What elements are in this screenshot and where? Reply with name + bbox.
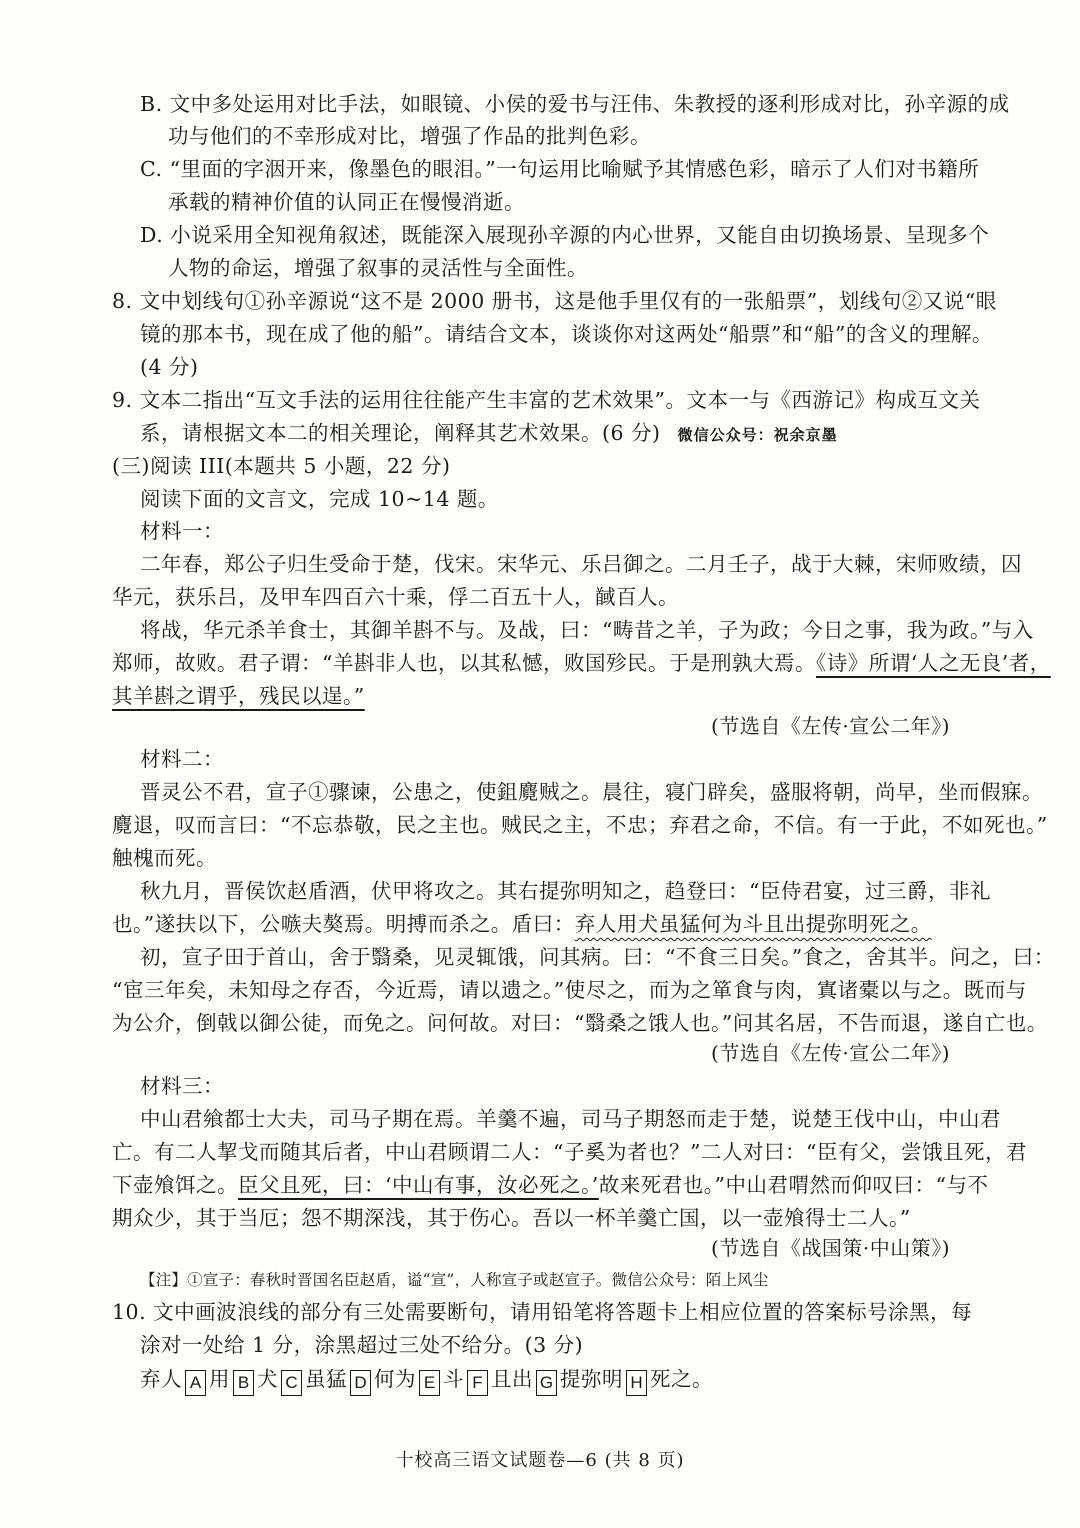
q10-seg: 斗 — [443, 1367, 464, 1391]
q10-seg: 弃人 — [140, 1367, 182, 1391]
q7-option-c-line1: C. “里面的字洇开来，像墨色的眼泪。”一句运用比喻赋予其情感色彩，暗示了人们对书籍所 — [140, 157, 980, 181]
answer-label-box[interactable]: C — [281, 1370, 302, 1396]
answer-label-box[interactable]: D — [350, 1370, 371, 1396]
section-instruction: 阅读下面的文言文，完成 10~14 题。 — [140, 487, 499, 511]
answer-label-box[interactable]: E — [419, 1370, 440, 1396]
section-title: (三)阅读 III(本题共 5 小题，22 分) — [112, 454, 451, 478]
material-3-source: (节选自《战国策·中山策》) — [711, 1236, 950, 1260]
q10-line2: 涂对一处给 1 分，涂黑超过三处不给分。(3 分) — [140, 1333, 584, 1357]
m1-underlined-sentence-a: 《诗》所谓‘人之无良’者， — [815, 651, 1051, 675]
q9-line2-text: 系，请根据文本二的相关理论，阐释其艺术效果。(6 分) — [140, 421, 661, 445]
m2-p2-line2-text: 也。”遂扶以下，公嗾夫獒焉。明搏而杀之。盾曰： — [112, 912, 575, 936]
m1-p1-line1: 二年春，郑公子归生受命于楚，伐宋。宋华元、乐吕御之。二月壬子，战于大棘，宋师败绩，囚 — [140, 552, 1022, 576]
q10-seg: 死之。 — [650, 1367, 713, 1391]
wavy-underlined-sentence: 弃人用犬虽猛何为斗且出提弥明死之。 — [574, 912, 932, 936]
m3-line2: 亡。有二人挈戈而随其后者，中山君顾谓二人：“子奚为者也？”二人对曰：“臣有父，尝饿且死，君 — [112, 1140, 1027, 1164]
m2-p3-line2: “宦三年矣，未知母之存否，今近焉，请以遗之。”使尽之，而为之箪食与肉，寘诸橐以与之。既而与 — [112, 978, 1027, 1002]
material-1-source: (节选自《左传·宣公二年》) — [711, 714, 950, 738]
q10-seg: 虽猛 — [305, 1367, 347, 1391]
material-3-title: 材料三： — [140, 1074, 224, 1098]
m3-line3 — [112, 1170, 989, 1200]
material-1-title: 材料一： — [140, 519, 224, 543]
m1-p2-line1: 将战，华元杀羊食士，其御羊斟不与。及战，曰：“畴昔之羊，子为政；今日之事，我为政。”与入 — [140, 618, 1034, 642]
answer-label-box[interactable]: H — [626, 1370, 647, 1396]
m2-p3-line3: 为公介，倒戟以御公徒，而免之。问何故。对曰：“翳桑之饿人也。”问其名居，不告而退，遂自亡也。 — [112, 1011, 1048, 1035]
m2-p1-line3: 触槐而死。 — [112, 846, 217, 870]
q7-option-b-line1: B. 文中多处运用对比手法，如眼镜、小侯的爱书与汪伟、朱教授的逐利形成对比，孙辛源的成 — [140, 92, 1010, 116]
q7-option-c-line2: 承载的精神价值的认同正在慢慢消逝。 — [168, 190, 525, 214]
answer-label-box[interactable]: B — [233, 1370, 254, 1396]
footnote: 【注】①宣子：春秋时晋国名臣赵盾，谥“宣”，人称宣子或赵宣子。微信公众号：陌上风尘 — [140, 1271, 769, 1289]
watermark-text: 微信公众号：祝余京墨 — [677, 426, 838, 444]
m2-p1-line2: 麑退，叹而言曰：“不忘恭敬，民之主也。贼民之主，不忠；弃君之命，不信。有一于此，不如死也。” — [112, 813, 1048, 837]
m3-line3-text-a: 下壶飧饵之。 — [112, 1173, 238, 1197]
m2-p2-line2 — [112, 909, 932, 939]
m3-line1: 中山君飨都士大夫，司马子期在焉。羊羹不遍，司马子期怒而走于楚，说楚王伐中山，中山君 — [140, 1107, 1001, 1131]
q10-seg: 且出 — [491, 1367, 533, 1391]
m2-p2-line1: 秋九月，晋侯饮赵盾酒，伏甲将攻之。其右提弥明知之，趋登曰：“臣侍君宴，过三爵，非礼 — [140, 879, 991, 903]
answer-label-box[interactable]: F — [467, 1370, 488, 1396]
m1-p1-line2: 华元，获乐吕，及甲车四百六十乘，俘二百五十人，馘百人。 — [112, 585, 679, 609]
answer-label-box[interactable]: G — [536, 1370, 557, 1396]
q10-line1: 10. 文中画波浪线的部分有三处需要断句，请用铅笔将答题卡上相应位置的答案标号涂黑，每 — [112, 1300, 973, 1324]
m2-p1-line1: 晋灵公不君，宣子①骤谏，公患之，使鉏麑贼之。晨往，寝门辟矣，盛服将朝，尚早，坐而假寐。 — [140, 780, 1043, 804]
q8-line3: (4 分) — [140, 355, 199, 379]
q8-line2: 镜的那本书，现在成了他的船”。请结合文本，谈谈你对这两处“船票”和“船”的含义的理解。 — [140, 322, 993, 346]
material-2-source: (节选自《左传·宣公二年》) — [711, 1041, 950, 1065]
page-footer: 十校高三语文试题卷—6 (共 8 页) — [395, 1450, 685, 1471]
q10-seg: 用 — [209, 1367, 230, 1391]
q7-option-d-line1: D. 小说采用全知视角叙述，既能深入展现孙辛源的内心世界，又能自由切换场景、呈现多个 — [140, 223, 990, 247]
m1-p2-line2-text: 郑师，故败。君子谓：“羊斟非人也，以其私憾，败国殄民。于是刑孰大焉。 — [112, 651, 816, 675]
q8-line1: 8. 文中划线句①孙辛源说“这不是 2000 册书，这是他手里仅有的一张船票”，划线句②又说“眼 — [112, 289, 997, 313]
q10-answer-sentence — [140, 1364, 713, 1396]
q10-seg: 何为 — [374, 1367, 416, 1391]
q9-line2 — [140, 418, 838, 450]
m3-line4: 期众少，其于当厄；怨不期深浅，其于伤心。吾以一杯羊羹亡国，以一壶飧得士二人。” — [112, 1206, 911, 1230]
q10-seg: 提弥明 — [560, 1367, 623, 1391]
answer-label-box[interactable]: A — [185, 1370, 206, 1396]
m1-p2-line2 — [112, 648, 1051, 678]
q7-option-d-line2: 人物的命运，增强了叙事的灵活性与全面性。 — [168, 256, 588, 280]
m3-line3-text-c: 故来死君也。”中山君喟然而仰叹曰：“与不 — [598, 1173, 989, 1197]
q7-option-b-line2: 功与他们的不幸形成对比，增强了作品的批判色彩。 — [168, 124, 651, 148]
q9-line1: 9. 文本二指出“互文手法的运用往往能产生丰富的艺术效果”。文本一与《西游记》构成互文关 — [112, 388, 981, 412]
q10-seg: 犬 — [257, 1367, 278, 1391]
material-2-title: 材料二： — [140, 747, 224, 771]
m2-p3-line1: 初，宣子田于首山，舍于翳桑，见灵辄饿，问其病。曰：“不食三日矣。”食之，舍其半。问之，曰： — [140, 945, 1055, 969]
m3-underlined-sentence: 臣父且死，曰：‘中山有事，汝必死之。’ — [238, 1173, 599, 1197]
m1-underlined-sentence-b: 其羊斟之谓乎，残民以逞。” — [112, 684, 365, 708]
